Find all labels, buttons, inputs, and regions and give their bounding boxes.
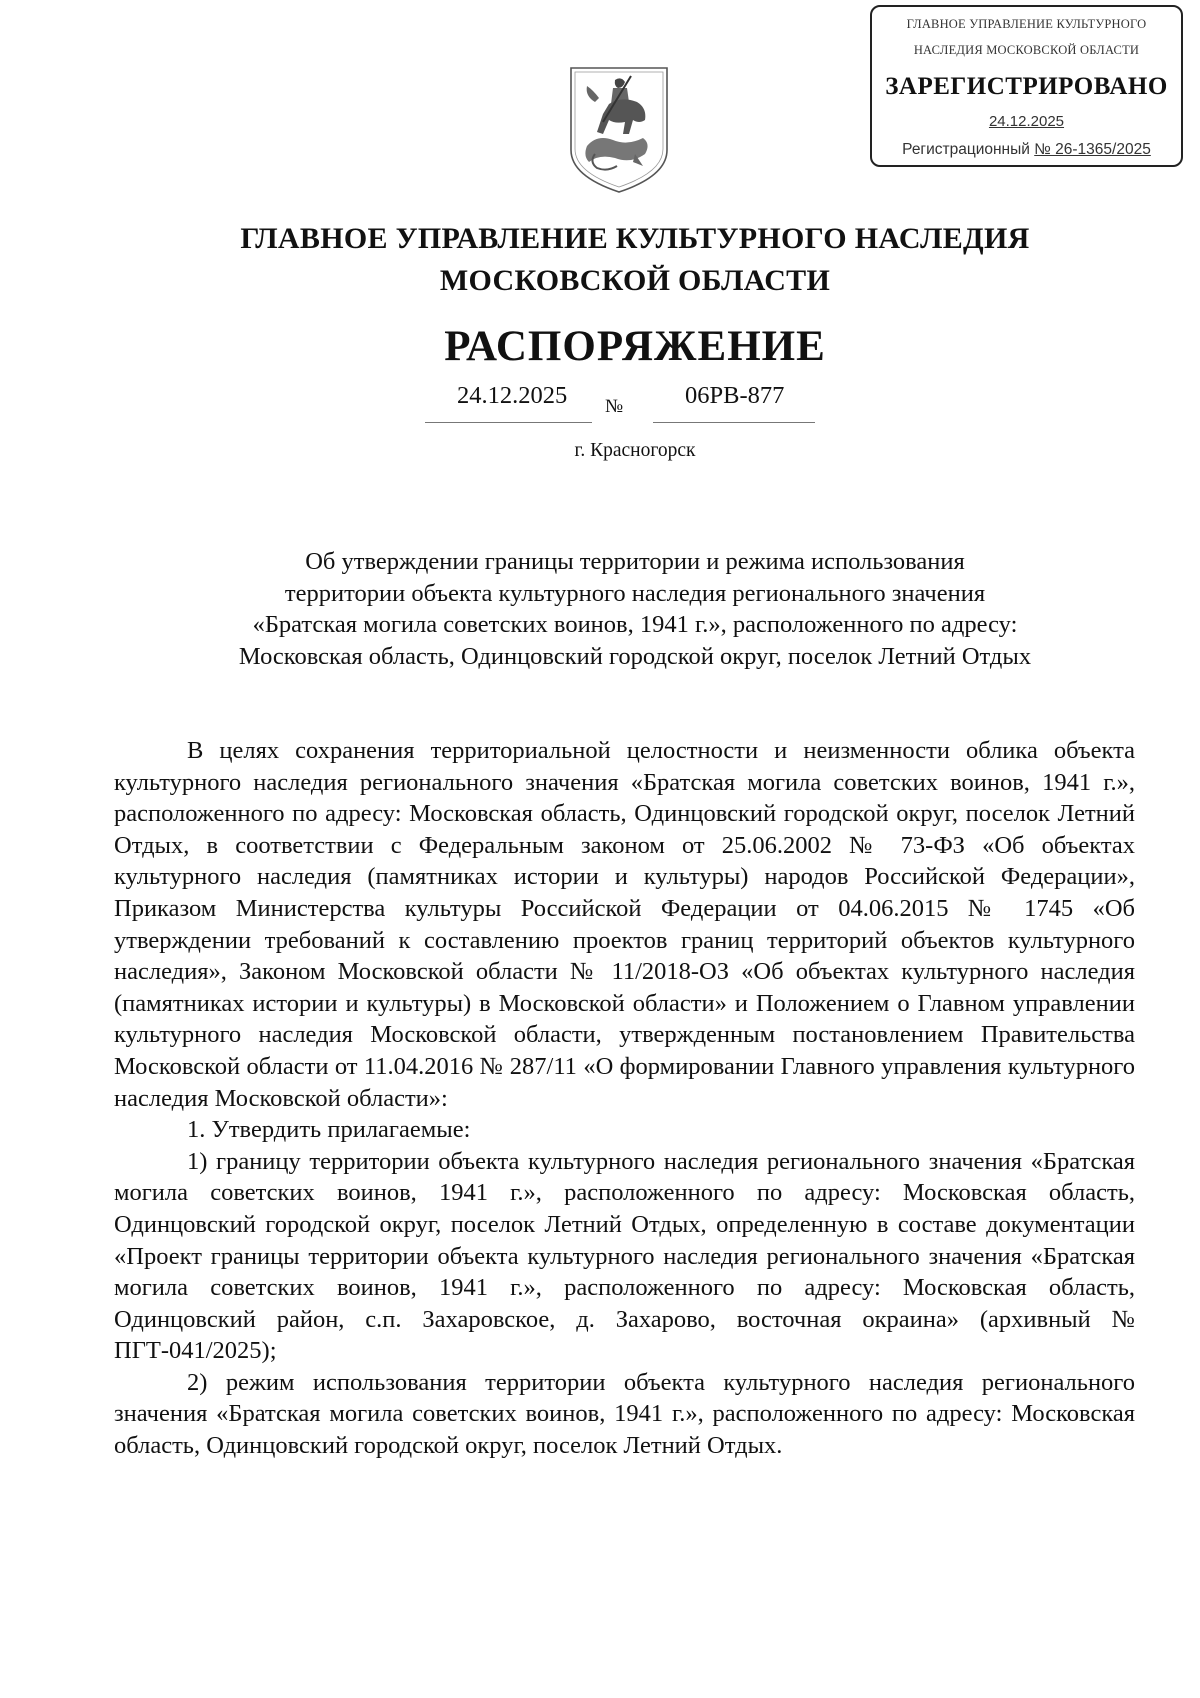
- subject-line1: Об утверждении границы территории и режима использования: [305, 548, 965, 575]
- organization-name: [0, 218, 1200, 302]
- stamp-org-line2: НАСЛЕДИЯ МОСКОВСКОЙ ОБЛАСТИ: [913, 43, 1140, 57]
- registration-stamp: [870, 5, 1183, 167]
- document-date: 24.12.2025: [457, 382, 568, 409]
- document-type: РАСПОРЯЖЕНИЕ: [444, 323, 826, 370]
- document-subject: [0, 546, 1200, 672]
- subject-line2: территории объекта культурного наследия регионального значения: [284, 579, 986, 607]
- number-sign: №: [605, 396, 624, 417]
- document-number: 06РВ-877: [685, 382, 785, 409]
- date-underline: [425, 422, 592, 423]
- item-1-1: 1) границу территории объекта культурного наследия регионального значения «Братская могила советских воинов, 1941 г.», расположенного по адресу: Московская область, Одинцовский городской округ, поселок Летний Отдых, определенную в составе документации «Проект границы территории объекта культурного наследия регионального значения «Братская могила советских воинов, 1941 г.», расположенного по адресу: Московская область, Одинцовский район, с.п. Захаровское, д. Захарово, восточная окраина» (архивный № ПГТ-041/2025);: [114, 1147, 1135, 1365]
- stamp-date: 24.12.2025: [988, 113, 1065, 130]
- subject-line4: Московская область, Одинцовский городской округ, поселок Летний Отдых: [238, 642, 1032, 670]
- document-city: г. Красногорск: [574, 440, 696, 461]
- number-underline: [653, 422, 815, 423]
- stamp-reg-label: Регистрационный: [902, 141, 1035, 158]
- organization-name-line2: МОСКОВСКОЙ ОБЛАСТИ: [439, 264, 831, 297]
- organization-name-line1: ГЛАВНОЕ УПРАВЛЕНИЕ КУЛЬТУРНОГО НАСЛЕДИЯ: [240, 222, 1030, 255]
- moscow-oblast-coat-of-arms-icon: [565, 58, 673, 196]
- preamble-paragraph: В целях сохранения территориальной целостности и неизменности облика объекта культурного наследия регионального значения «Братская могила советских воинов, 1941 г.», расположенного по адресу: Московская область, Одинцовский городской округ, поселок Летний Отдых, в соответствии с Федеральным законом от 25.06.2002 № 73-ФЗ «Об объектах культурного наследия (памятниках истории и культуры) народов Российской Федерации», Приказом Министерства культуры Российской Федерации от 04.06.2015 № 1745 «Об утверждении требований к составлению проектов границ территорий объектов культурного наследия», Законом Московской области № 11/2018-ОЗ «Об объектах культурного наследия (памятниках истории и культуры) в Московской области» и Положением о Главном управлении культурного наследия Московской области, утвержденным постановлением Правительства Московской области от 11.04.2016 № 287/11 «О формировании Главного управления культурного наследия Московской области»:: [114, 737, 1135, 1112]
- subject-line3: «Братская могила советских воинов, 1941 г.», расположенного по адресу:: [252, 611, 1018, 639]
- document-body: [114, 735, 1135, 1462]
- stamp-registration: [872, 141, 1181, 159]
- date-number-row: [425, 382, 825, 422]
- item-1-2: 2) режим использования территории объекта культурного наследия регионального значения «Братская могила советских воинов, 1941 г.», расположенного по адресу: Московская область, Одинцовский городской округ, поселок Летний Отдых.: [114, 1368, 1135, 1460]
- stamp-title: ЗАРЕГИСТРИРОВАНО: [885, 73, 1168, 100]
- stamp-org-line1: ГЛАВНОЕ УПРАВЛЕНИЕ КУЛЬТУРНОГО: [906, 17, 1147, 31]
- stamp-reg-number: № 26-1365/2025: [1034, 141, 1151, 158]
- item-1: 1. Утвердить прилагаемые:: [187, 1116, 471, 1144]
